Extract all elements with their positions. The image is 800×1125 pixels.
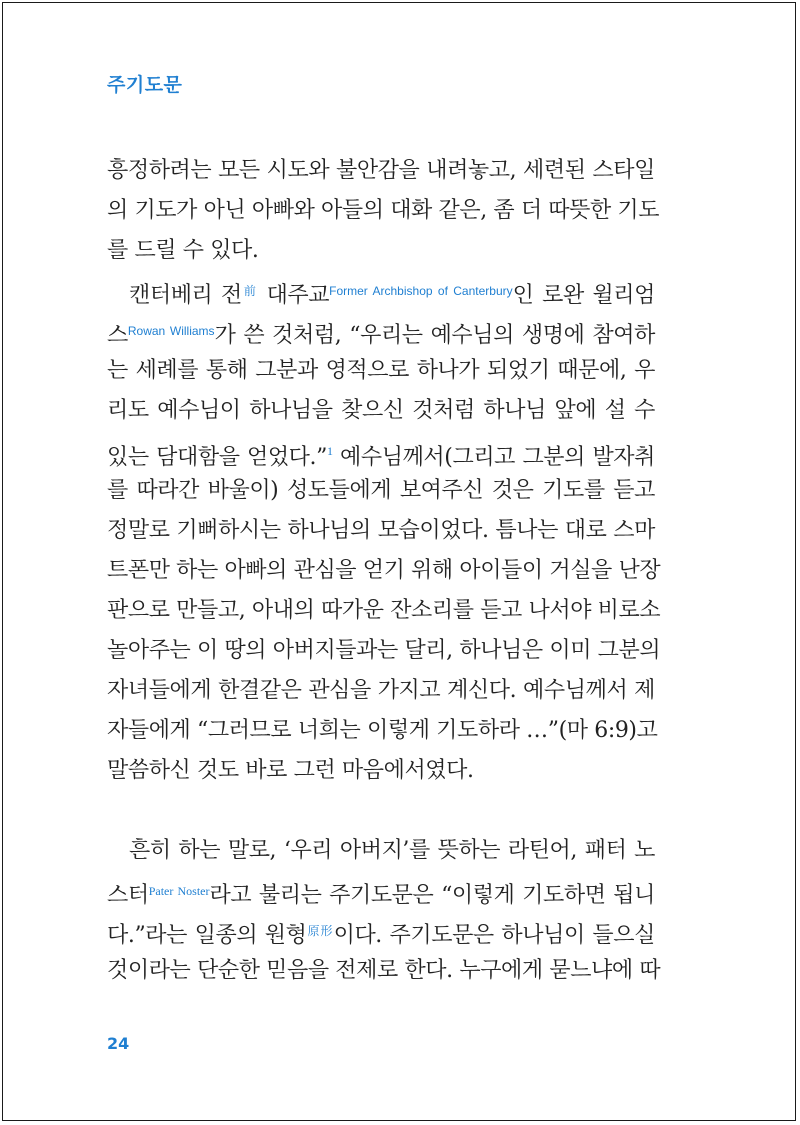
text-line: 흔히 하는 말로, ‘우리 아버지’를 뜻하는 라틴어, 패터 노	[129, 838, 655, 863]
text-line: 자들에게 “그러므로 너희는 이렇게 기도하라 …”(마 6:9)고	[107, 718, 658, 743]
gloss-hanja-archetype: 原形	[306, 924, 334, 938]
text-line: 리도 예수님이 하나님을 찾으신 것처럼 하나님 앞에 설 수	[107, 398, 655, 423]
footnote-marker: 1	[326, 444, 333, 458]
text-line	[107, 271, 655, 311]
gloss-former-archbishop: Former Archbishop of Canterbury	[329, 284, 513, 298]
text-line	[107, 911, 655, 951]
text-line: 는 세례를 통해 그분과 영적으로 하나가 되었기 때문에, 우	[107, 358, 655, 383]
text-line: 를 드릴 수 있다.	[107, 238, 259, 263]
text-line	[107, 871, 655, 911]
text-line	[107, 431, 655, 471]
text-run: 예수님께서(그리고 그분의 발자취	[332, 445, 655, 470]
text-line: 정말로 기뻐하시는 하나님의 모습이었다. 틈나는 대로 스마	[107, 518, 655, 543]
text-run: 스터	[107, 883, 149, 908]
text-line	[107, 311, 655, 351]
text-run: 대주교	[257, 283, 330, 308]
text-line: 를 따라간 바울이) 성도들에게 보여주신 것은 기도를 듣고	[107, 478, 655, 503]
text-line: 놀아주는 이 땅의 아버지들과는 달리, 하나님은 이미 그분의	[107, 638, 661, 663]
text-run: 캔터베리 전	[129, 283, 242, 308]
text-line: 트폰만 하는 아빠의 관심을 얻기 위해 아이들이 거실을 난장	[107, 558, 661, 583]
gloss-hanja-former: 前	[241, 284, 258, 298]
gloss-rowan-williams: Rowan Williams	[127, 324, 215, 338]
text-line: 흥정하려는 모든 시도와 불안감을 내려놓고, 세련된 스타일	[107, 158, 655, 183]
paragraph-gap	[107, 791, 655, 831]
text-line: 것이라는 단순한 믿음을 전제로 한다. 누구에게 묻느냐에 따	[107, 958, 661, 983]
text-run: 스	[107, 323, 128, 348]
text-line: 자녀들에게 한결같은 관심을 가지고 계신다. 예수님께서 제	[107, 678, 655, 703]
text-run: 다.”라는 일종의 원형	[107, 923, 307, 948]
text-run: 인 로완 윌리엄	[512, 283, 655, 308]
running-head-title: 주기도문	[107, 74, 183, 96]
body-text	[107, 151, 661, 991]
text-run: 라고 불리는 주기도문은 “이렇게 기도하면 됩니	[209, 883, 655, 908]
text-line: 말씀하신 것도 바로 그런 마음에서였다.	[107, 758, 474, 783]
text-run: 이다. 주기도문은 하나님이 들으실	[333, 923, 655, 948]
gloss-pater-noster: Pater Noster	[148, 884, 210, 898]
text-line: 의 기도가 아닌 아빠와 아들의 대화 같은, 좀 더 따뜻한 기도	[107, 198, 660, 223]
text-run: 가 쓴 것처럼, “우리는 예수님의 생명에 참여하	[214, 323, 655, 348]
page-number: 24	[107, 1034, 130, 1053]
text-run: 있는 담대함을 얻었다.”	[107, 445, 327, 470]
text-line: 판으로 만들고, 아내의 따가운 잔소리를 듣고 나서야 비로소	[107, 598, 661, 623]
